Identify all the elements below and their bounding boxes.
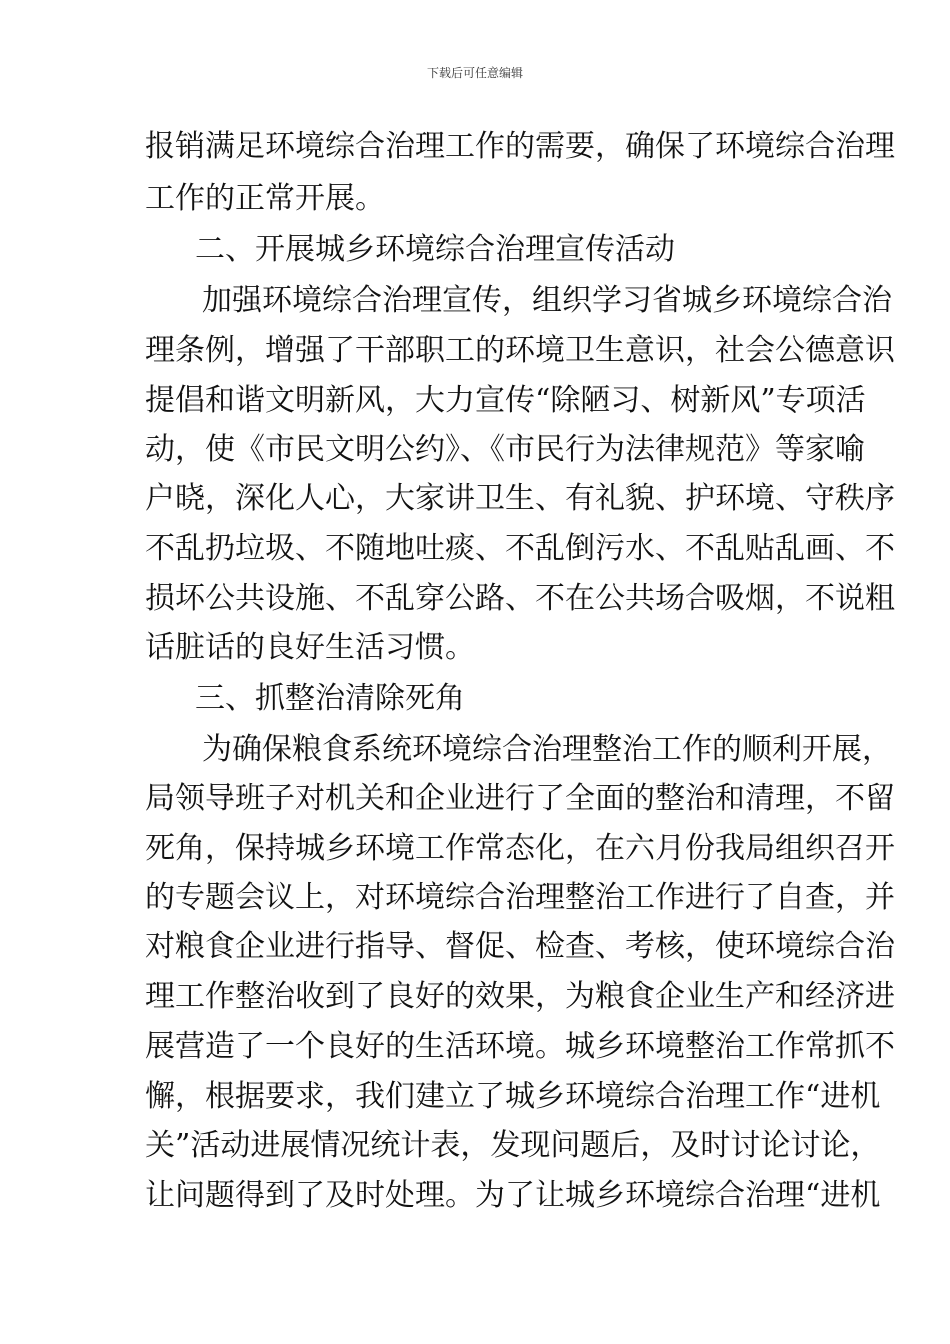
text-line: 死角，保持城乡环境工作常态化，在六月份我局组织召开 bbox=[145, 831, 895, 866]
text-line: 懈，根据要求，我们建立了城乡环境综合治理工作“进机 bbox=[145, 1079, 881, 1114]
text-line: 报销满足环境综合治理工作的需要，确保了环境综合治理 bbox=[145, 129, 895, 164]
text-line: 展营造了一个良好的生活环境。城乡环境整治工作常抓不 bbox=[145, 1029, 895, 1064]
section-heading: 二、开展城乡环境综合治理宣传活动 bbox=[195, 232, 675, 267]
text-line: 对粮食企业进行指导、督促、检查、考核，使环境综合治 bbox=[145, 929, 895, 964]
text-line: 动，使《市民文明公约》、《市民行为法律规范》等家喻 bbox=[145, 432, 865, 467]
page-header: 下载后可任意编辑 bbox=[426, 66, 523, 80]
text-line: 损坏公共设施、不乱穿公路、不在公共场合吸烟，不说粗 bbox=[145, 581, 895, 616]
text-line: 为确保粮食系统环境综合治理整治工作的顺利开展， bbox=[202, 732, 892, 767]
text-line: 户晓，深化人心，大家讲卫生、有礼貌、护环境、守秩序 bbox=[145, 481, 895, 516]
text-line: 话脏话的良好生活习惯。 bbox=[145, 630, 475, 665]
text-line: 工作的正常开展。 bbox=[145, 181, 385, 216]
text-line: 不乱扔垃圾、不随地吐痰、不乱倒污水、不乱贴乱画、不 bbox=[145, 531, 895, 566]
text-line: 理条例，增强了干部职工的环境卫生意识，社会公德意识 bbox=[145, 333, 895, 368]
section-heading: 三、抓整治清除死角 bbox=[195, 681, 465, 716]
text-line: 局领导班子对机关和企业进行了全面的整治和清理，不留 bbox=[145, 781, 895, 816]
text-line: 提倡和谐文明新风，大力宣传“除陋习、树新风”专项活 bbox=[145, 383, 866, 418]
text-line: 让问题得到了及时处理。为了让城乡环境综合治理“进机 bbox=[145, 1178, 881, 1213]
text-line: 关”活动进展情况统计表，发现问题后，及时讨论讨论， bbox=[145, 1128, 881, 1163]
text-line: 的专题会议上，对环境综合治理整治工作进行了自查，并 bbox=[145, 880, 895, 915]
text-line: 理工作整治收到了良好的效果，为粮食企业生产和经济进 bbox=[145, 979, 895, 1014]
text-line: 加强环境综合治理宣传，组织学习省城乡环境综合治 bbox=[202, 283, 892, 318]
